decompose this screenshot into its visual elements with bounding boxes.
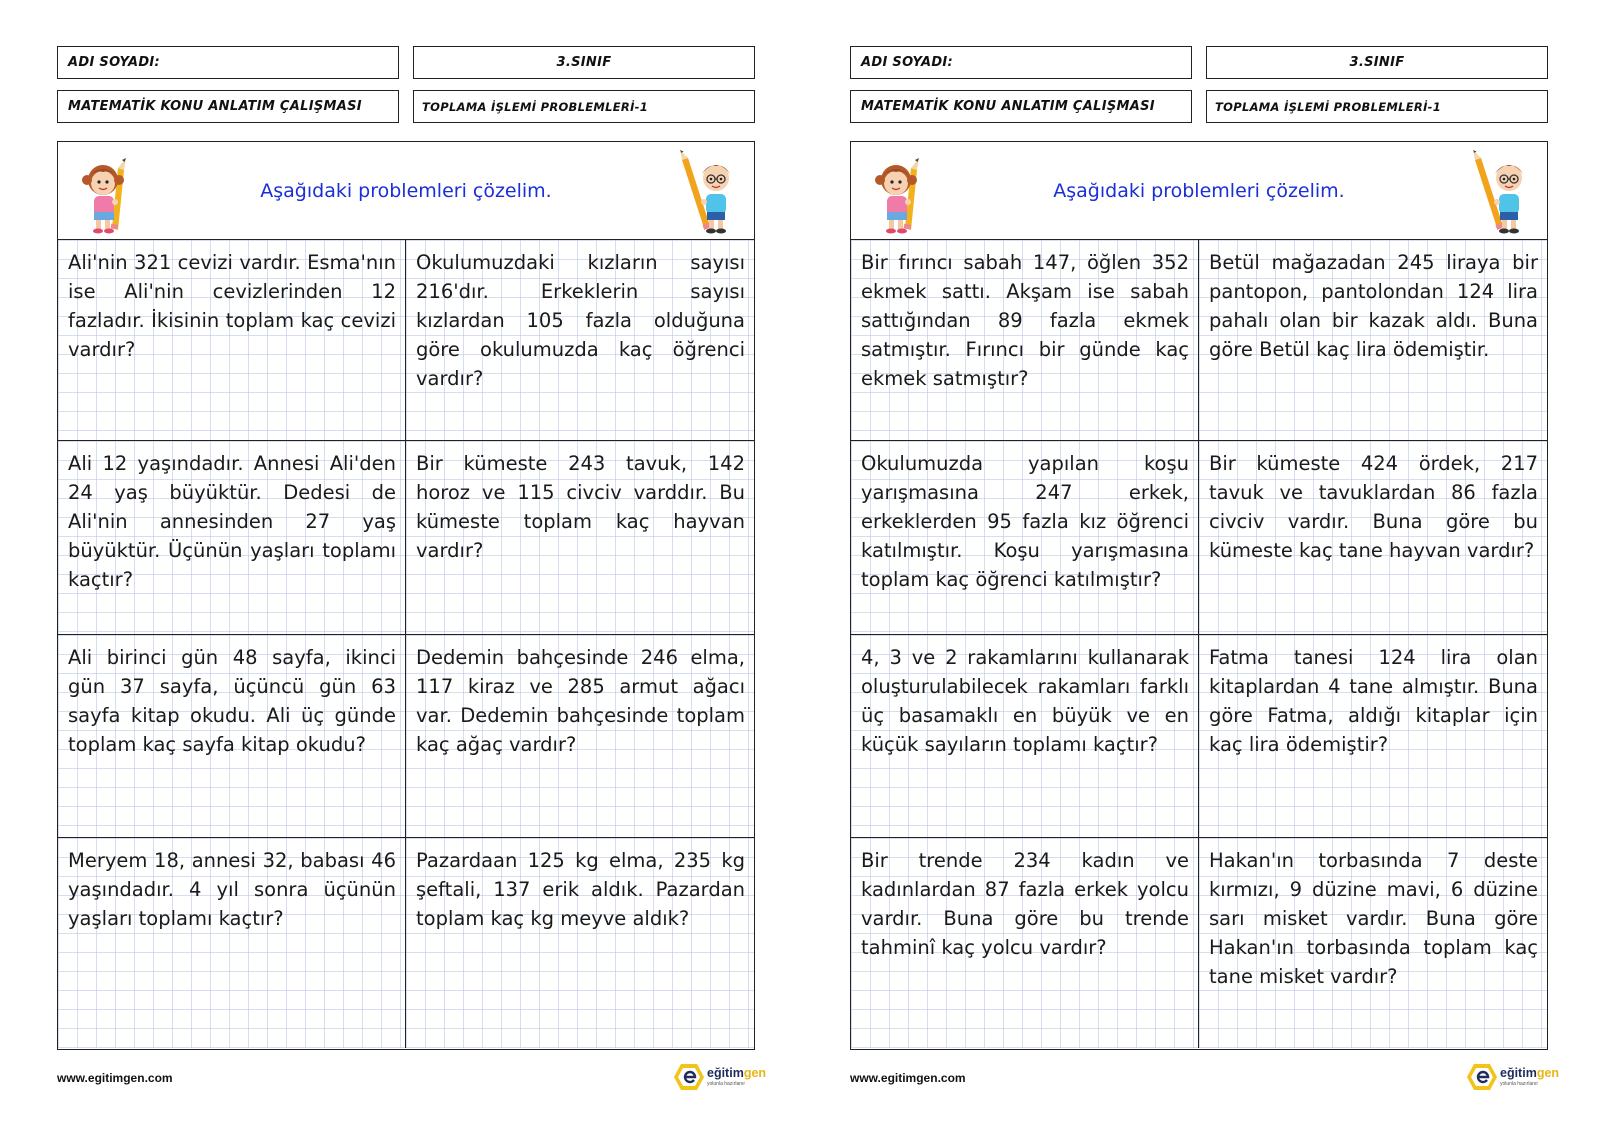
logo-word-2: gen	[1536, 1066, 1560, 1080]
logo-tagline: yolunla hazırlanır	[1500, 1081, 1539, 1087]
problems-frame	[850, 141, 1548, 1050]
problem-cell-4[interactable]	[1199, 441, 1547, 635]
problem-cell-3[interactable]	[851, 441, 1199, 635]
problem-cell-2[interactable]	[406, 240, 754, 441]
problem-text: Meryem 18, annesi 32, babası 46 yaşındadır. 4 yıl sonra üçünün yaşları toplamı kaçtır?	[68, 849, 396, 930]
problem-text: Bir fırıncı sabah 147, öğlen 352 ekmek sattı. Akşam ise sabah sattığından 89 fazla ekmek satmıştır. Fırıncı bir günde kaç ekmek satmıştır?	[861, 251, 1189, 390]
instruction-banner	[851, 142, 1547, 240]
problem-text: 4, 3 ve 2 rakamlarını kullanarak oluşturulabilecek rakamları farklı üç basamaklı en büyük ve en küçük sayıların toplamı kaçtır?	[861, 646, 1189, 756]
problem-text: Betül mağazadan 245 liraya bir pantopon, pantolondan 124 lira pahalı olan bir kazak aldı. Buna göre Betül kaç lira ödemiştir.	[1209, 251, 1538, 361]
hexagon-logo-icon	[673, 1062, 705, 1092]
problem-cell-5[interactable]	[58, 635, 406, 838]
problem-grid	[851, 240, 1547, 1048]
instruction-banner	[58, 142, 754, 240]
subtopic-box	[1206, 90, 1548, 123]
problem-text: Bir trende 234 kadın ve kadınlardan 87 fazla erkek yolcu vardır. Buna göre bu trende tahminî kaç yolcu vardır?	[861, 849, 1189, 959]
problem-cell-8[interactable]	[1199, 838, 1547, 1048]
egitimgen-logo	[1466, 1062, 1560, 1092]
grade-box	[413, 46, 755, 79]
problem-cell-1[interactable]	[851, 240, 1199, 441]
website-link[interactable]: www.egitimgen.com	[850, 1071, 966, 1085]
subtopic-label: TOPLAMA İŞLEMİ PROBLEMLERİ-1	[422, 99, 649, 114]
problem-text: Okulumuzda yapılan koşu yarışmasına 247 erkek, erkeklerden 95 fazla kız öğrenci katılmıştır. Koşu yarışmasına toplam kaç öğrenci katılmıştır?	[861, 452, 1189, 591]
student-name-label: ADI SOYADI:	[68, 55, 161, 70]
problem-text: Ali 12 yaşındadır. Annesi Ali'den 24 yaş büyüktür. Dedesi de Ali'nin annesinden 27 yaş büyüktür. Üçünün yaşları toplamı kaçtır?	[68, 452, 396, 591]
topic-box	[57, 90, 399, 123]
logo-word-1: eğitim	[1500, 1066, 1537, 1080]
logo-wordmark	[1500, 1066, 1559, 1080]
problem-text: Hakan'ın torbasında 7 deste kırmızı, 9 düzine mavi, 6 düzine sarı misket vardır. Buna göre Hakan'ın torbasında toplam kaç tane misket vardır?	[1209, 849, 1538, 988]
grade-label: 3.SINIF	[556, 55, 612, 70]
topic-label: MATEMATİK KONU ANLATIM ÇALIŞMASI	[861, 99, 1155, 114]
grade-box	[1206, 46, 1548, 79]
problem-cell-2[interactable]	[1199, 240, 1547, 441]
instruction-text: Aşağıdaki problemleri çözelim.	[1053, 180, 1345, 202]
boy-with-pencil-icon	[1473, 150, 1533, 234]
problem-text: Bir kümeste 424 ördek, 217 tavuk ve tavuklardan 86 fazla civciv vardır. Buna göre bu kümeste kaç tane hayvan vardır?	[1209, 452, 1538, 562]
grade-label: 3.SINIF	[1349, 55, 1405, 70]
problem-text: Bir kümeste 243 tavuk, 142 horoz ve 115 civciv varddır. Bu kümeste toplam kaç hayvan vardır?	[416, 452, 745, 562]
worksheet-page-2	[793, 0, 1593, 1131]
problem-text: Dedemin bahçesinde 246 elma, 117 kiraz ve 285 armut ağacı var. Dedemin bahçesinde toplam kaç ağaç vardır?	[416, 646, 745, 756]
problem-text: Ali'nin 321 cevizi vardır. Esma'nın ise Ali'nin cevizlerinden 12 fazladır. İkisinin toplam kaç cevizi vardır?	[68, 251, 396, 361]
problem-cell-1[interactable]	[58, 240, 406, 441]
problem-cell-4[interactable]	[406, 441, 754, 635]
topic-box	[850, 90, 1192, 123]
instruction-text: Aşağıdaki problemleri çözelim.	[260, 180, 552, 202]
website-link[interactable]: www.egitimgen.com	[57, 1071, 173, 1085]
problem-cell-8[interactable]	[406, 838, 754, 1048]
student-name-field[interactable]	[850, 46, 1192, 79]
problem-cell-3[interactable]	[58, 441, 406, 635]
hexagon-logo-icon	[1466, 1062, 1498, 1092]
problem-grid	[58, 240, 754, 1048]
topic-label: MATEMATİK KONU ANLATIM ÇALIŞMASI	[68, 99, 362, 114]
logo-word-1: eğitim	[707, 1066, 744, 1080]
problem-cell-6[interactable]	[406, 635, 754, 838]
student-name-label: ADI SOYADI:	[861, 55, 954, 70]
subtopic-box	[413, 90, 755, 123]
subtopic-label: TOPLAMA İŞLEMİ PROBLEMLERİ-1	[1215, 99, 1442, 114]
problems-frame	[57, 141, 755, 1050]
boy-with-pencil-icon	[680, 150, 740, 234]
logo-wordmark	[707, 1066, 766, 1080]
logo-word-2: gen	[743, 1066, 767, 1080]
egitimgen-logo	[673, 1062, 767, 1092]
problem-text: Pazardaan 125 kg elma, 235 kg şeftali, 137 erik aldık. Pazardan toplam kaç kg meyve aldık?	[416, 849, 745, 930]
problem-cell-5[interactable]	[851, 635, 1199, 838]
problem-cell-7[interactable]	[58, 838, 406, 1048]
problem-text: Ali birinci gün 48 sayfa, ikinci gün 37 sayfa, üçüncü gün 63 sayfa kitap okudu. Ali üç günde toplam kaç sayfa kitap okudu?	[68, 646, 396, 756]
problem-cell-6[interactable]	[1199, 635, 1547, 838]
logo-tagline: yolunla hazırlanır	[707, 1081, 746, 1087]
problem-cell-7[interactable]	[851, 838, 1199, 1048]
student-name-field[interactable]	[57, 46, 399, 79]
problem-text: Okulumuzdaki kızların sayısı 216'dır. Erkeklerin sayısı kızlardan 105 fazla olduğuna göre okulumuzda kaç öğrenci vardır?	[416, 251, 745, 390]
problem-text: Fatma tanesi 124 lira olan kitaplardan 4 tane almıştır. Buna göre Fatma, aldığı kitaplar için kaç lira ödemiştir?	[1209, 646, 1538, 756]
